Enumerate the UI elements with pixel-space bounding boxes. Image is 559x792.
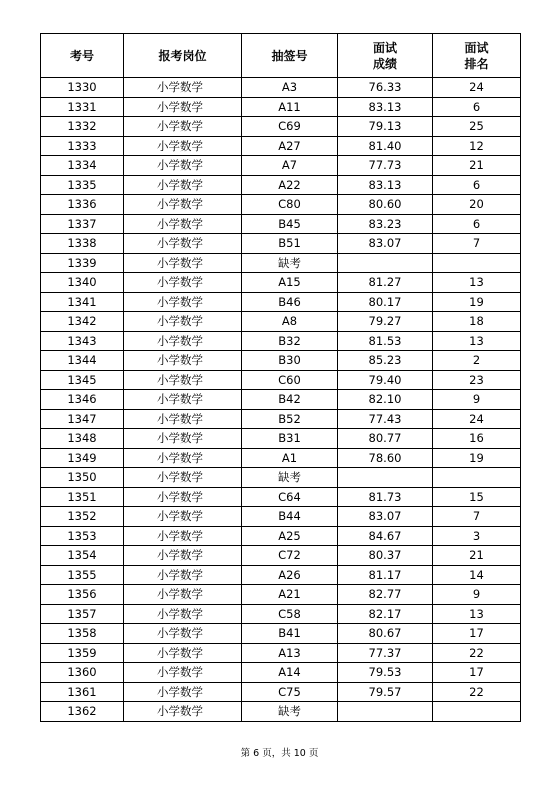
cell-post: 小学数学	[124, 136, 242, 156]
cell-exam-id: 1330	[41, 78, 124, 98]
cell-post: 小学数学	[124, 585, 242, 605]
cell-draw-number: A14	[242, 663, 338, 683]
cell-draw-number: B44	[242, 507, 338, 527]
cell-post: 小学数学	[124, 702, 242, 722]
cell-interview-score: 79.40	[338, 370, 433, 390]
cell-post: 小学数学	[124, 253, 242, 273]
cell-interview-score: 83.13	[338, 175, 433, 195]
cell-post: 小学数学	[124, 97, 242, 117]
cell-interview-rank: 7	[433, 234, 521, 254]
cell-interview-rank: 15	[433, 487, 521, 507]
cell-interview-rank: 13	[433, 604, 521, 624]
header-interview-score: 面试 成绩	[338, 34, 433, 78]
table-row	[41, 97, 521, 117]
cell-draw-number: A11	[242, 97, 338, 117]
cell-exam-id: 1348	[41, 429, 124, 449]
cell-post: 小学数学	[124, 565, 242, 585]
table-row	[41, 702, 521, 722]
cell-interview-rank: 21	[433, 546, 521, 566]
cell-draw-number: 缺考	[242, 253, 338, 273]
cell-interview-rank: 17	[433, 663, 521, 683]
cell-draw-number: A3	[242, 78, 338, 98]
cell-interview-rank: 22	[433, 682, 521, 702]
cell-post: 小学数学	[124, 663, 242, 683]
cell-interview-rank: 23	[433, 370, 521, 390]
cell-exam-id: 1336	[41, 195, 124, 215]
table-row	[41, 624, 521, 644]
cell-post: 小学数学	[124, 643, 242, 663]
cell-draw-number: A21	[242, 585, 338, 605]
table-row	[41, 78, 521, 98]
header-draw-number: 抽签号	[242, 34, 338, 78]
cell-interview-rank	[433, 253, 521, 273]
table-row	[41, 429, 521, 449]
cell-interview-score: 79.27	[338, 312, 433, 332]
cell-draw-number: B30	[242, 351, 338, 371]
cell-draw-number: A13	[242, 643, 338, 663]
cell-exam-id: 1340	[41, 273, 124, 293]
cell-exam-id: 1349	[41, 448, 124, 468]
cell-interview-score: 79.57	[338, 682, 433, 702]
cell-draw-number: C64	[242, 487, 338, 507]
cell-interview-score: 84.67	[338, 526, 433, 546]
table-row	[41, 214, 521, 234]
cell-draw-number: A8	[242, 312, 338, 332]
cell-interview-score: 78.60	[338, 448, 433, 468]
table-row	[41, 643, 521, 663]
table-row	[41, 409, 521, 429]
cell-exam-id: 1360	[41, 663, 124, 683]
table-row	[41, 604, 521, 624]
cell-interview-rank: 19	[433, 448, 521, 468]
cell-exam-id: 1341	[41, 292, 124, 312]
cell-post: 小学数学	[124, 78, 242, 98]
cell-exam-id: 1346	[41, 390, 124, 410]
cell-interview-score: 83.13	[338, 97, 433, 117]
cell-exam-id: 1356	[41, 585, 124, 605]
cell-interview-score	[338, 468, 433, 488]
cell-interview-rank: 7	[433, 507, 521, 527]
cell-exam-id: 1345	[41, 370, 124, 390]
cell-exam-id: 1332	[41, 117, 124, 137]
cell-exam-id: 1355	[41, 565, 124, 585]
table-row	[41, 390, 521, 410]
cell-post: 小学数学	[124, 117, 242, 137]
cell-draw-number: A27	[242, 136, 338, 156]
table-row	[41, 565, 521, 585]
cell-exam-id: 1351	[41, 487, 124, 507]
header-exam-id: 考号	[41, 34, 124, 78]
cell-interview-rank: 20	[433, 195, 521, 215]
cell-exam-id: 1359	[41, 643, 124, 663]
cell-interview-score	[338, 702, 433, 722]
cell-post: 小学数学	[124, 468, 242, 488]
cell-interview-rank: 24	[433, 78, 521, 98]
cell-draw-number: B46	[242, 292, 338, 312]
cell-draw-number: B31	[242, 429, 338, 449]
cell-draw-number: A7	[242, 156, 338, 176]
cell-post: 小学数学	[124, 351, 242, 371]
cell-interview-score: 81.27	[338, 273, 433, 293]
header-post: 报考岗位	[124, 34, 242, 78]
cell-interview-rank: 16	[433, 429, 521, 449]
cell-draw-number: C72	[242, 546, 338, 566]
table-row	[41, 585, 521, 605]
cell-interview-score: 81.17	[338, 565, 433, 585]
cell-interview-score: 82.77	[338, 585, 433, 605]
cell-post: 小学数学	[124, 429, 242, 449]
cell-post: 小学数学	[124, 624, 242, 644]
cell-post: 小学数学	[124, 214, 242, 234]
cell-draw-number: C80	[242, 195, 338, 215]
cell-exam-id: 1331	[41, 97, 124, 117]
cell-post: 小学数学	[124, 604, 242, 624]
cell-interview-score: 79.13	[338, 117, 433, 137]
cell-exam-id: 1333	[41, 136, 124, 156]
cell-exam-id: 1347	[41, 409, 124, 429]
cell-draw-number: C60	[242, 370, 338, 390]
cell-post: 小学数学	[124, 546, 242, 566]
cell-post: 小学数学	[124, 273, 242, 293]
cell-post: 小学数学	[124, 156, 242, 176]
cell-post: 小学数学	[124, 507, 242, 527]
cell-draw-number: C69	[242, 117, 338, 137]
cell-post: 小学数学	[124, 175, 242, 195]
table-row	[41, 546, 521, 566]
cell-draw-number: 缺考	[242, 702, 338, 722]
cell-post: 小学数学	[124, 370, 242, 390]
cell-exam-id: 1353	[41, 526, 124, 546]
cell-interview-score: 81.53	[338, 331, 433, 351]
cell-interview-score: 81.73	[338, 487, 433, 507]
cell-interview-rank: 22	[433, 643, 521, 663]
header-row	[41, 34, 521, 78]
table-row	[41, 234, 521, 254]
cell-interview-score: 80.77	[338, 429, 433, 449]
cell-draw-number: B51	[242, 234, 338, 254]
cell-interview-rank: 13	[433, 331, 521, 351]
table-row	[41, 136, 521, 156]
cell-interview-rank: 6	[433, 97, 521, 117]
cell-draw-number: C75	[242, 682, 338, 702]
table-body	[41, 78, 521, 722]
cell-draw-number: B45	[242, 214, 338, 234]
table-row	[41, 331, 521, 351]
cell-interview-rank: 6	[433, 175, 521, 195]
cell-post: 小学数学	[124, 526, 242, 546]
table-row	[41, 273, 521, 293]
header-interview-rank: 面试 排名	[433, 34, 521, 78]
table-row	[41, 175, 521, 195]
cell-interview-score: 77.37	[338, 643, 433, 663]
cell-post: 小学数学	[124, 331, 242, 351]
cell-interview-rank: 9	[433, 585, 521, 605]
cell-exam-id: 1334	[41, 156, 124, 176]
cell-exam-id: 1339	[41, 253, 124, 273]
cell-interview-rank: 25	[433, 117, 521, 137]
cell-interview-rank	[433, 468, 521, 488]
cell-post: 小学数学	[124, 195, 242, 215]
table-row	[41, 351, 521, 371]
cell-interview-score: 77.43	[338, 409, 433, 429]
cell-exam-id: 1338	[41, 234, 124, 254]
cell-exam-id: 1344	[41, 351, 124, 371]
cell-post: 小学数学	[124, 312, 242, 332]
page-footer: 第 6 页，共 10 页	[240, 748, 319, 759]
cell-exam-id: 1342	[41, 312, 124, 332]
cell-draw-number: A26	[242, 565, 338, 585]
table-row	[41, 312, 521, 332]
cell-interview-rank: 6	[433, 214, 521, 234]
cell-interview-score: 80.37	[338, 546, 433, 566]
table-header	[41, 34, 521, 78]
cell-post: 小学数学	[124, 409, 242, 429]
cell-interview-score: 82.17	[338, 604, 433, 624]
cell-post: 小学数学	[124, 682, 242, 702]
cell-interview-rank: 18	[433, 312, 521, 332]
cell-interview-rank: 24	[433, 409, 521, 429]
cell-exam-id: 1361	[41, 682, 124, 702]
cell-draw-number: A1	[242, 448, 338, 468]
cell-interview-rank: 19	[433, 292, 521, 312]
cell-draw-number: B52	[242, 409, 338, 429]
cell-draw-number: B32	[242, 331, 338, 351]
table-row	[41, 117, 521, 137]
interview-results-table	[40, 33, 521, 722]
cell-interview-score: 81.40	[338, 136, 433, 156]
cell-interview-score: 80.17	[338, 292, 433, 312]
cell-post: 小学数学	[124, 234, 242, 254]
cell-draw-number: B42	[242, 390, 338, 410]
cell-interview-score: 79.53	[338, 663, 433, 683]
table-row	[41, 663, 521, 683]
cell-interview-score: 80.67	[338, 624, 433, 644]
table-row	[41, 253, 521, 273]
cell-interview-score: 83.07	[338, 507, 433, 527]
table-row	[41, 156, 521, 176]
table-row	[41, 370, 521, 390]
cell-interview-score: 80.60	[338, 195, 433, 215]
cell-interview-rank: 3	[433, 526, 521, 546]
cell-draw-number: C58	[242, 604, 338, 624]
cell-exam-id: 1337	[41, 214, 124, 234]
cell-exam-id: 1352	[41, 507, 124, 527]
cell-exam-id: 1335	[41, 175, 124, 195]
cell-interview-score: 83.07	[338, 234, 433, 254]
table-row	[41, 195, 521, 215]
cell-draw-number: 缺考	[242, 468, 338, 488]
cell-interview-score: 76.33	[338, 78, 433, 98]
cell-exam-id: 1354	[41, 546, 124, 566]
cell-post: 小学数学	[124, 292, 242, 312]
cell-post: 小学数学	[124, 448, 242, 468]
table-row	[41, 682, 521, 702]
cell-interview-rank: 9	[433, 390, 521, 410]
cell-interview-rank: 17	[433, 624, 521, 644]
cell-interview-score: 77.73	[338, 156, 433, 176]
cell-interview-rank: 14	[433, 565, 521, 585]
cell-interview-rank: 13	[433, 273, 521, 293]
cell-exam-id: 1362	[41, 702, 124, 722]
table-row	[41, 507, 521, 527]
table-row	[41, 468, 521, 488]
cell-exam-id: 1350	[41, 468, 124, 488]
cell-interview-rank: 12	[433, 136, 521, 156]
cell-interview-score: 85.23	[338, 351, 433, 371]
table-row	[41, 487, 521, 507]
cell-draw-number: A25	[242, 526, 338, 546]
cell-post: 小学数学	[124, 390, 242, 410]
table-row	[41, 526, 521, 546]
cell-draw-number: A22	[242, 175, 338, 195]
cell-post: 小学数学	[124, 487, 242, 507]
cell-interview-rank: 21	[433, 156, 521, 176]
cell-interview-rank: 2	[433, 351, 521, 371]
cell-draw-number: B41	[242, 624, 338, 644]
cell-interview-score: 83.23	[338, 214, 433, 234]
cell-exam-id: 1357	[41, 604, 124, 624]
table-row	[41, 448, 521, 468]
table-row	[41, 292, 521, 312]
cell-interview-score	[338, 253, 433, 273]
cell-exam-id: 1358	[41, 624, 124, 644]
cell-draw-number: A15	[242, 273, 338, 293]
cell-interview-score: 82.10	[338, 390, 433, 410]
cell-exam-id: 1343	[41, 331, 124, 351]
cell-interview-rank	[433, 702, 521, 722]
